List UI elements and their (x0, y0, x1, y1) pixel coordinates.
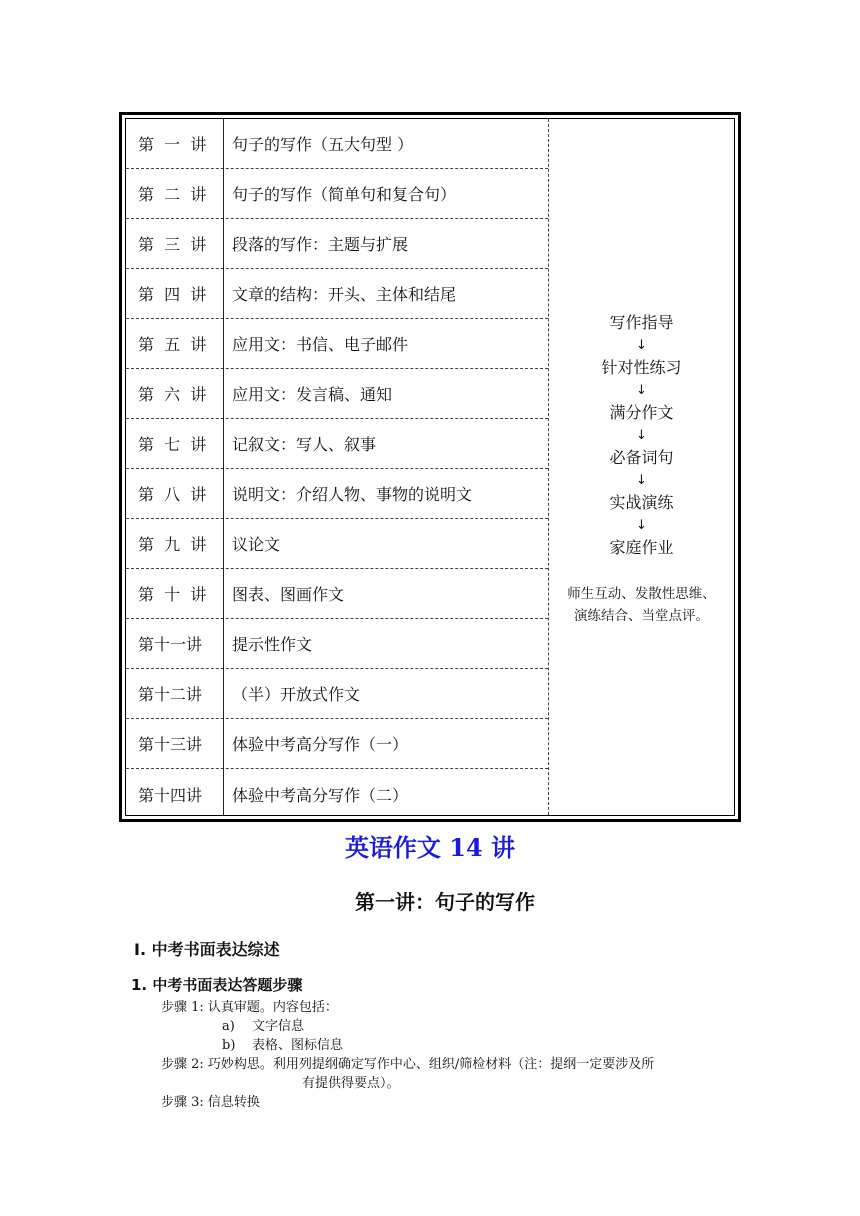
document-title: 英语作文 14 讲 (344, 833, 516, 862)
step-3: 步骤 3: 信息转换 (161, 1095, 260, 1110)
lecture-title: 图表、图画作文 (232, 585, 345, 604)
lecture-number: 第十三讲 (138, 735, 203, 754)
lecture-number: 第 五 讲 (138, 335, 207, 354)
flow-step: 必备词句 (609, 448, 674, 467)
teaching-note-line: 演练结合、当堂点评。 (574, 608, 709, 624)
flow-step: 写作指导 (609, 313, 674, 332)
lecture-title: 体验中考高分写作（二） (232, 785, 409, 805)
lecture-number: 第 六 讲 (138, 385, 207, 404)
lecture-table (119, 112, 741, 822)
step-2-continued: 有提供得要点）。 (302, 1076, 400, 1091)
lecture-number: 第 十 讲 (138, 585, 207, 604)
arrow-down-icon: ↓ (636, 383, 647, 398)
flow-step: 满分作文 (609, 403, 674, 422)
teaching-note-line: 师生互动、发散性思维、 (567, 586, 716, 602)
lecture-title: 说明文：介绍人物、事物的说明文 (232, 485, 473, 504)
list-marker: a) (222, 1019, 235, 1034)
lecture-title: 应用文：发言稿、通知 (232, 385, 393, 404)
lecture-number: 第 三 讲 (138, 235, 207, 254)
lecture-title: 应用文：书信、电子邮件 (232, 335, 409, 354)
lecture-row (126, 369, 548, 419)
lecture-row (126, 619, 548, 669)
lecture-title: 记叙文：写人、叙事 (232, 435, 377, 454)
lecture-number: 第 七 讲 (138, 435, 207, 454)
section-heading: Ⅰ. 中考书面表达综述 (134, 940, 280, 959)
teaching-note (549, 583, 734, 627)
lecture-row (126, 569, 548, 619)
lecture-row (126, 119, 548, 169)
lecture-row (126, 169, 548, 219)
lecture-number: 第十二讲 (138, 685, 203, 704)
lecture-row (126, 469, 548, 519)
lecture-table-inner (125, 118, 735, 816)
step-2: 步骤 2: 巧妙构思。利用列提纲确定写作中心、组织/筛检材料（注：提纲一定要涉及所 (161, 1057, 655, 1072)
lecture-title: 提示性作文 (232, 635, 313, 654)
arrow-down-icon: ↓ (636, 428, 647, 443)
lecture-title: 文章的结构：开头、主体和结尾 (232, 285, 457, 304)
lecture-number: 第 八 讲 (138, 485, 207, 504)
arrow-down-icon: ↓ (636, 338, 647, 353)
subsection-heading: 1. 中考书面表达答题步骤 (131, 976, 303, 994)
list-marker: b) (222, 1038, 236, 1053)
lecture-heading: 第一讲：句子的写作 (355, 890, 535, 914)
lecture-title: （半）开放式作文 (232, 685, 361, 704)
lecture-row (126, 519, 548, 569)
lecture-row (126, 669, 548, 719)
lecture-number: 第十四讲 (138, 785, 203, 805)
teaching-flow (549, 119, 734, 815)
lecture-row (126, 219, 548, 269)
step-1: 步骤 1: 认真审题。内容包括： (161, 1000, 338, 1015)
list-item: 文字信息 (252, 1019, 305, 1034)
lecture-number: 第 二 讲 (138, 185, 207, 204)
flow-step: 家庭作业 (609, 538, 674, 557)
lecture-number: 第 一 讲 (138, 135, 207, 154)
lecture-title: 段落的写作：主题与扩展 (232, 235, 409, 254)
lecture-row (126, 269, 548, 319)
lecture-row (126, 769, 548, 819)
flow-step: 针对性练习 (601, 358, 682, 377)
lecture-number: 第 四 讲 (138, 285, 207, 304)
flow-steps (549, 311, 734, 560)
list-item: 表格、图标信息 (252, 1038, 344, 1053)
column-divider (223, 119, 224, 815)
arrow-down-icon: ↓ (636, 473, 647, 488)
lecture-title: 议论文 (232, 535, 281, 554)
lecture-row (126, 719, 548, 769)
lecture-row (126, 419, 548, 469)
lecture-title: 体验中考高分写作（一） (232, 735, 409, 754)
lecture-title: 句子的写作（五大句型 ） (232, 135, 414, 154)
lecture-title: 句子的写作（简单句和复合句） (232, 185, 457, 204)
lecture-number: 第 九 讲 (138, 535, 207, 554)
lecture-number: 第十一讲 (138, 635, 203, 654)
flow-step: 实战演练 (609, 493, 674, 512)
arrow-down-icon: ↓ (636, 518, 647, 533)
lecture-row (126, 319, 548, 369)
